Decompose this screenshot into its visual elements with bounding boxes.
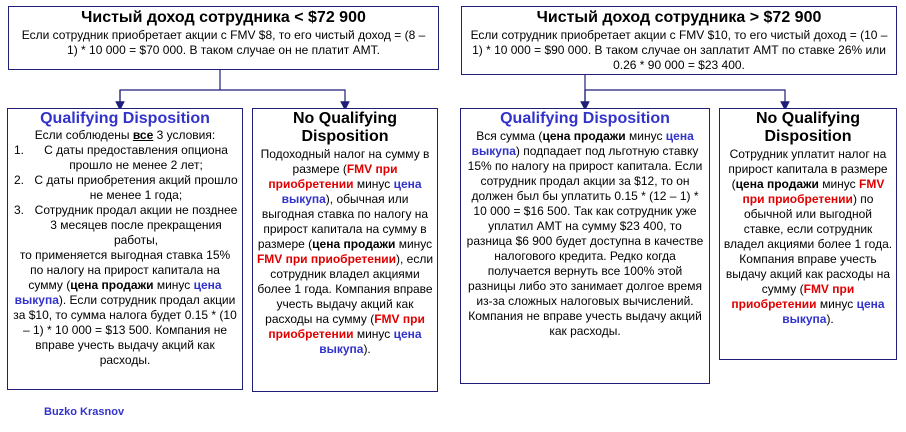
text-run: Сотрудник уплатит налог на прирост капитала в размере ( xyxy=(728,147,888,191)
text-run: Подоходный налог на сумму в размере ( xyxy=(260,147,430,176)
sale-price-label: цена продажи xyxy=(312,237,396,251)
text-run: ). xyxy=(363,342,371,356)
sale-price-label: цена продажи xyxy=(542,129,626,143)
text-run: минус xyxy=(816,297,857,311)
text-run: ) по обычной или выгодной ставке, если сотрудник владел акциями более 1 года. Компания вправе учесть выдачу акций как расходы на сумму ( xyxy=(723,192,893,296)
right-top-title: Чистый доход сотрудника > $72 900 xyxy=(536,9,822,26)
list-item xyxy=(12,173,238,203)
text-run: минус xyxy=(625,129,666,143)
fmv-label: FMV при приобретении xyxy=(742,177,885,206)
list-item-text: С даты приобретения акций прошло не менее 1 года; xyxy=(34,173,238,202)
intro-all: все xyxy=(132,128,154,142)
list-item-number: 1. xyxy=(14,143,25,157)
text-run: минус xyxy=(818,177,859,191)
left-top-text: Если сотрудник приобретает акции с FMV $8, то его чистый доход = (8 – 1) * 10 000 = $70 000. В таком случае он не платит АМТ. xyxy=(21,28,426,57)
sale-price-label: цена продажи xyxy=(70,278,154,292)
conditions-list xyxy=(12,143,238,248)
right-no-qualifying-box xyxy=(719,108,897,360)
text-run: ) подпадает под льготную ставку 15% по налогу на прирост капитала. Если сотрудник продал акции за $12, то он должен был бы уплатить 0.15 * (12 – 1) * 10 000 = $16 500. Так как сотрудник уже уплатил АМТ на сумму $23 400, то разница $6 900 будет доступна в качестве налогового кредита. Редко когда получается вернуть все 100% этой разницы либо это занимает долгое время из-за сложных налоговых вычислений. Компания не вправе учесть выдачу акций как расходы. xyxy=(466,144,704,338)
right-qualifying-body xyxy=(466,129,704,339)
fmv-label: FMV при приобретении xyxy=(256,252,396,266)
right-no-qualifying-body xyxy=(723,147,893,327)
left-top-title: Чистый доход сотрудника < $72 900 xyxy=(81,9,366,26)
text-run: минус xyxy=(353,327,394,341)
author-credit: Buzko Krasnov xyxy=(44,406,125,418)
left-top-box xyxy=(8,6,439,70)
buyout-price-label: цена выкупа xyxy=(319,327,422,356)
left-qualifying-box xyxy=(7,108,243,390)
text-run: то применяется выгодная ставка 15% по налогу на прирост капитала на сумму ( xyxy=(19,248,231,292)
fmv-label: FMV при приобретении xyxy=(268,162,398,191)
list-item-number: 2. xyxy=(14,173,25,187)
text-run: ), если сотрудник владел акциями более 1 года. Компания вправе учесть выдачу акций как расходы на сумму ( xyxy=(257,252,434,326)
right-qualifying-box xyxy=(460,108,710,384)
list-item-text: С даты предоставления опциона прошло не менее 2 лет; xyxy=(44,143,228,172)
left-qualifying-body xyxy=(12,248,238,368)
text-run: ). xyxy=(826,312,834,326)
intro-text: Если соблюдены xyxy=(34,128,130,142)
buyout-price-label: цена выкупа xyxy=(281,177,422,206)
list-item-number: 3. xyxy=(14,203,25,217)
list-item xyxy=(12,203,238,248)
text-run: минус xyxy=(353,177,394,191)
text-run: ). Если сотрудник продал акции за $10, то сумма налога будет 0.15 * (10 – 1) * 10 000 = $13 500. Компания не вправе учесть выдачу акций как расходы. xyxy=(13,293,237,367)
left-no-qualifying-title: No Qualifying Disposition xyxy=(293,110,397,145)
text-run: ), обычная или выгодная ставка по налогу на прирост капитала на сумму в размере ( xyxy=(257,192,429,251)
fmv-label: FMV при приобретении xyxy=(731,282,855,311)
buyout-price-label: цена выкупа xyxy=(14,278,222,307)
left-connector xyxy=(120,70,345,106)
right-top-box xyxy=(461,6,897,75)
fmv-label: FMV при приобретении xyxy=(268,312,425,341)
right-top-text: Если сотрудник приобретает акции с FMV $10, то его чистый доход = (10 – 1) * 10 000 = $90 000. В таком случае он заплатит АМТ по ставке 26% или 0.26 * 90 000 = $23 400. xyxy=(470,28,888,72)
text-run: Вся сумма ( xyxy=(476,129,543,143)
intro-conditions: 3 условия: xyxy=(156,128,216,142)
buyout-price-label: цена выкупа xyxy=(782,297,885,326)
text-run: минус xyxy=(153,278,194,292)
text-run: минус xyxy=(395,237,433,251)
right-no-qualifying-title: No Qualifying Disposition xyxy=(756,110,860,145)
left-no-qualifying-body xyxy=(256,147,434,357)
left-no-qualifying-box xyxy=(252,108,438,392)
buyout-price-label: цена выкупа xyxy=(471,129,694,158)
list-item-text: Сотрудник продал акции не позднее 3 месяцев после прекращения работы, xyxy=(34,203,238,247)
right-connector xyxy=(585,75,785,106)
right-qualifying-title: Qualifying Disposition xyxy=(500,110,670,127)
sale-price-label: цена продажи xyxy=(735,177,819,191)
left-qualifying-title: Qualifying Disposition xyxy=(40,110,210,127)
left-qualifying-intro xyxy=(12,128,238,143)
list-item xyxy=(12,143,238,173)
